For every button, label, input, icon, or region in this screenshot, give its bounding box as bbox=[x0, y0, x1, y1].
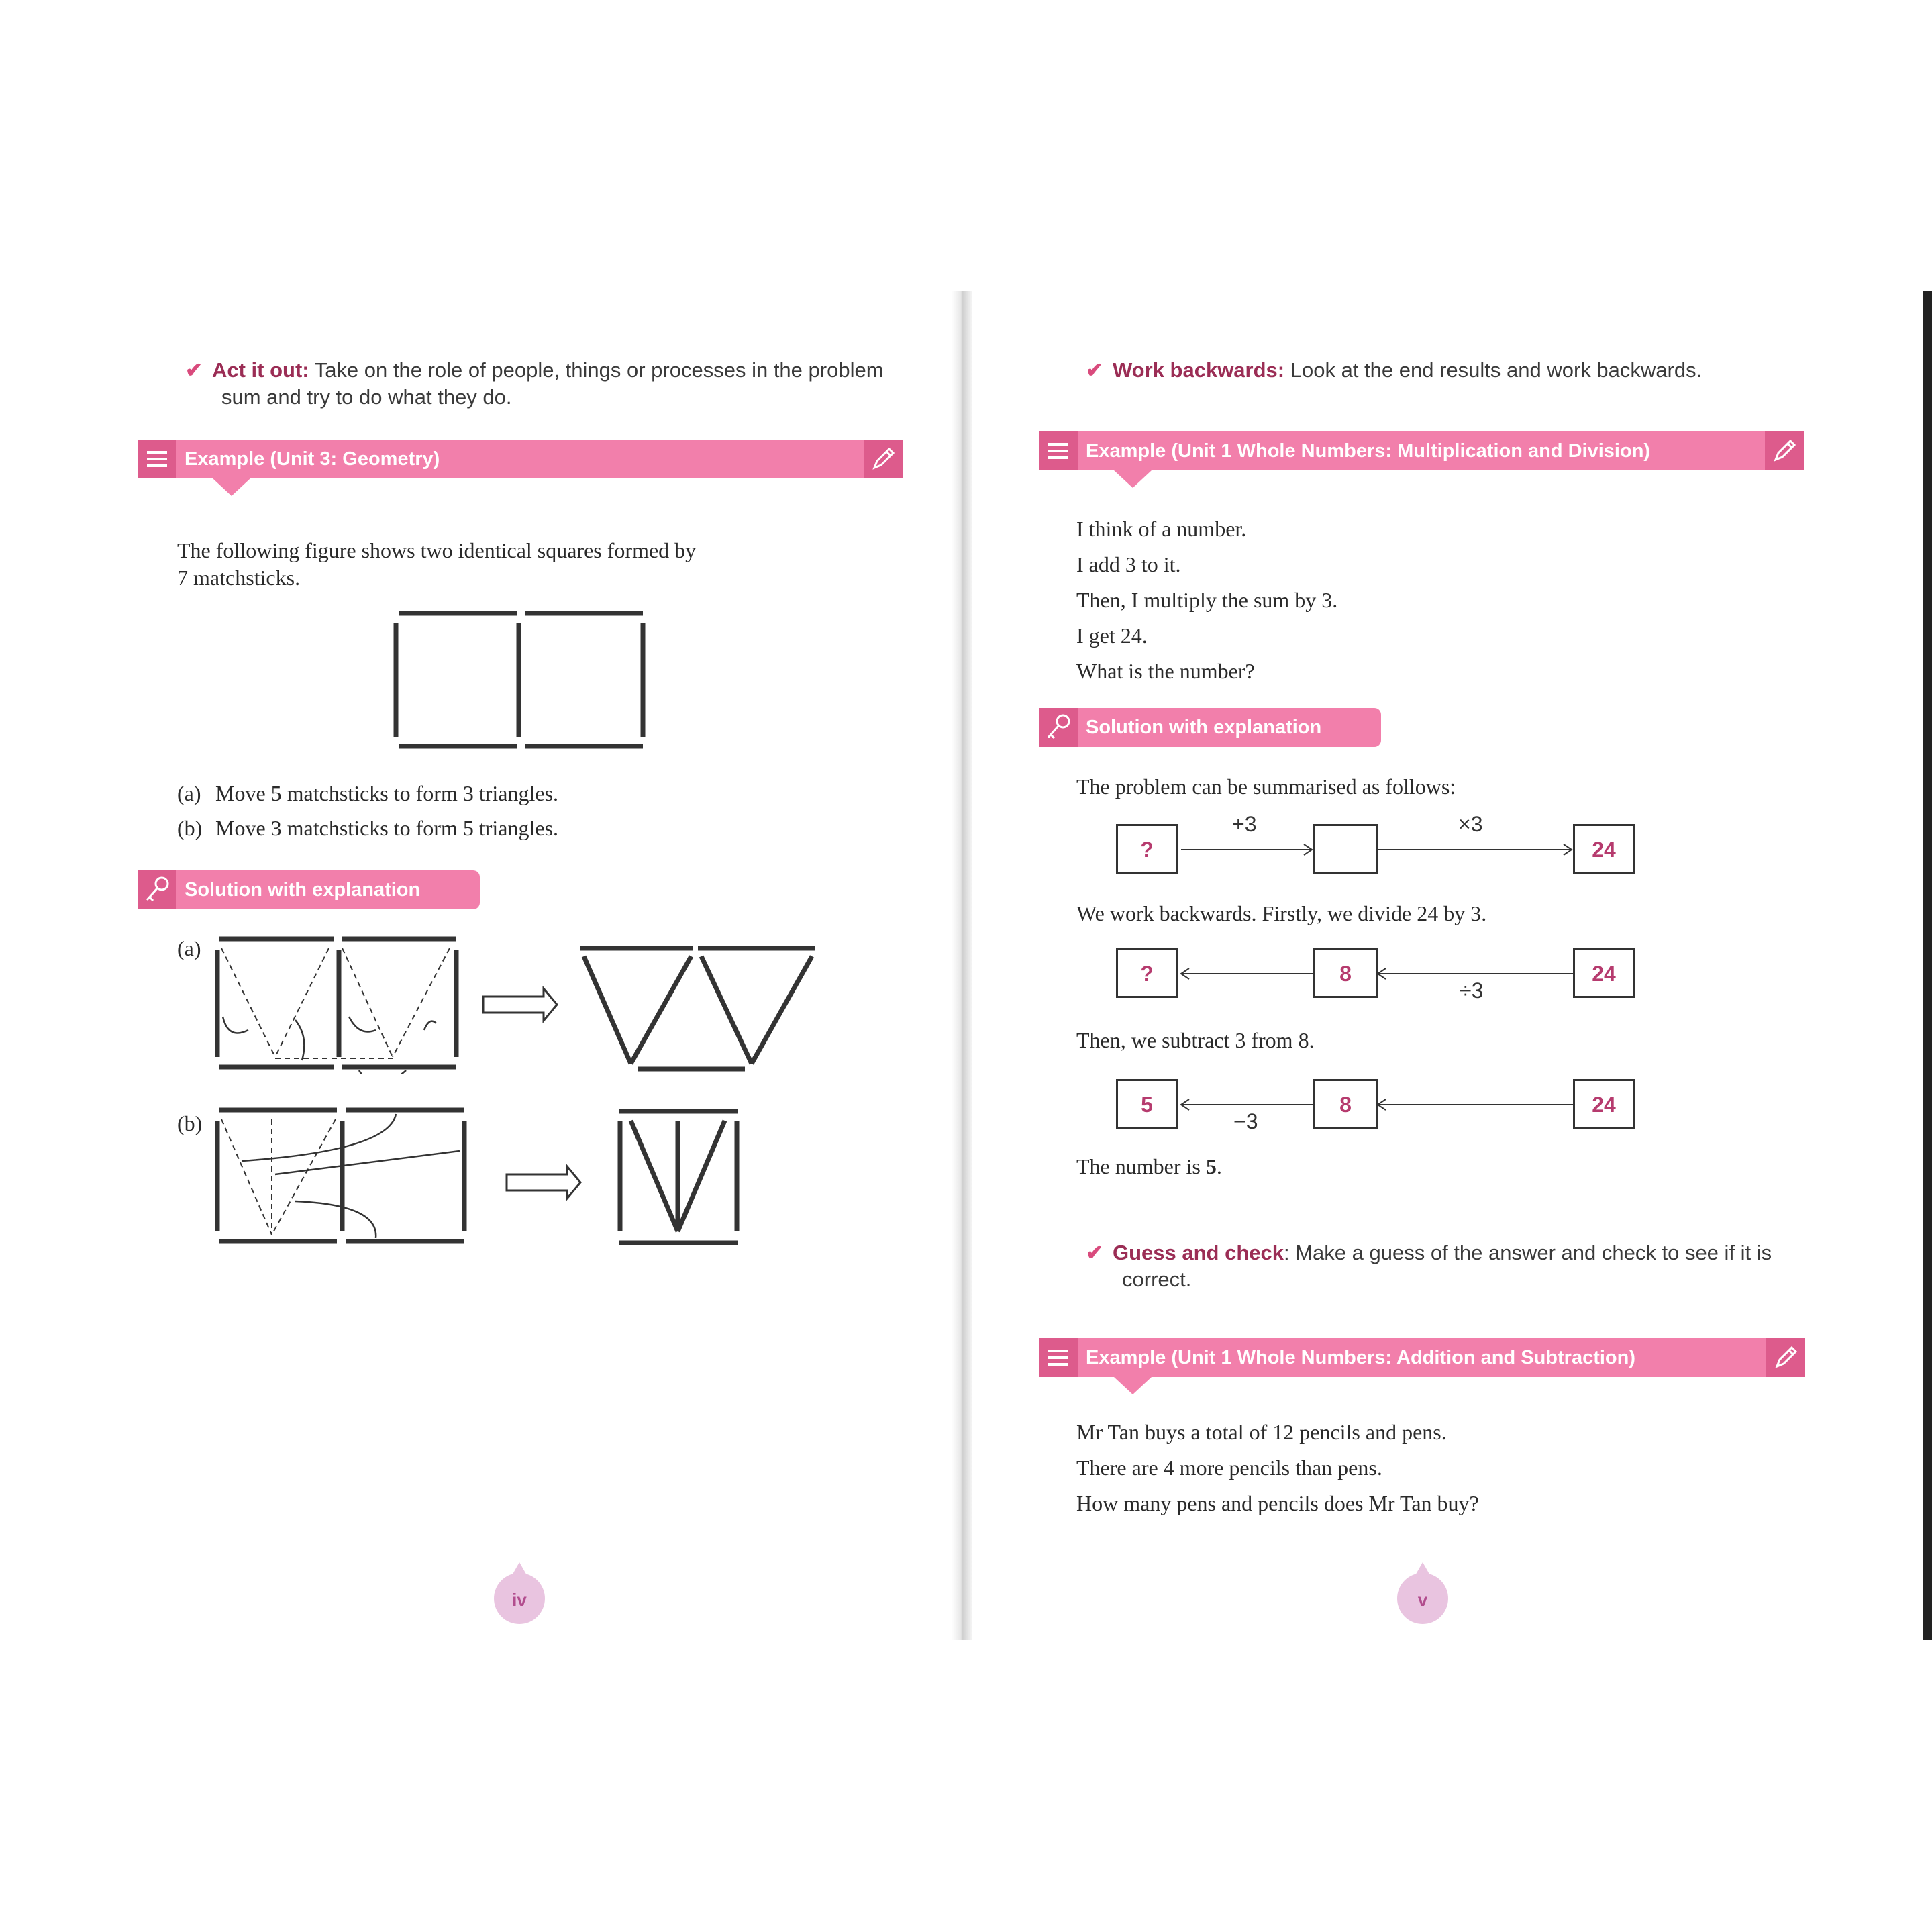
strategy-act-it-out: ✔ Act it out: Take on the role of people, things or processes in the problem bbox=[185, 358, 884, 382]
pencil-icon bbox=[864, 440, 903, 478]
part-b-text: Move 3 matchsticks to form 5 triangles. bbox=[215, 816, 559, 840]
flow1-op-multiply: ×3 bbox=[1458, 812, 1483, 836]
solution-title: Solution with explanation bbox=[185, 879, 421, 901]
flow2-box-eight: 8 bbox=[1313, 948, 1378, 998]
problem1-line: I think of a number. bbox=[1076, 517, 1247, 541]
solution-b-label: (b) bbox=[177, 1111, 203, 1135]
pencil-icon bbox=[1765, 431, 1804, 470]
banner-notch bbox=[1114, 470, 1152, 488]
example-banner-addition bbox=[1039, 1338, 1805, 1377]
check-icon: ✔ bbox=[1086, 1241, 1103, 1264]
flow1-box-unknown: ? bbox=[1116, 824, 1178, 874]
step1-text: We work backwards. Firstly, we divide 24 by 3. bbox=[1076, 901, 1487, 925]
strategy-text: Look at the end results and work backwards. bbox=[1290, 358, 1702, 382]
step2-text: Then, we subtract 3 from 8. bbox=[1076, 1028, 1315, 1052]
flow1-box-result: 24 bbox=[1573, 824, 1635, 874]
key-icon bbox=[138, 870, 176, 909]
summary-text: The problem can be summarised as follows: bbox=[1076, 774, 1456, 799]
flow1-box-sum bbox=[1313, 824, 1378, 874]
problem1-line: What is the number? bbox=[1076, 659, 1255, 683]
example-title: Example (Unit 3: Geometry) bbox=[185, 448, 440, 470]
solution-b-figure bbox=[208, 1101, 758, 1252]
strategy-text: : Make a guess of the answer and check to see if it is bbox=[1284, 1241, 1772, 1264]
solution-title: Solution with explanation bbox=[1086, 717, 1322, 738]
page-number-right: v bbox=[1397, 1573, 1448, 1624]
solution-banner-right bbox=[1039, 708, 1381, 747]
solution-a-label: (a) bbox=[177, 936, 201, 960]
book-gutter bbox=[952, 291, 972, 1640]
flow2-box-unknown: ? bbox=[1116, 948, 1178, 998]
example-title: Example (Unit 1 Whole Numbers: Addition and Subtraction) bbox=[1086, 1347, 1636, 1368]
solution-a-figure bbox=[208, 929, 825, 1074]
strategy-text-line2: sum and try to do what they do. bbox=[221, 385, 512, 409]
flow3-box-answer: 5 bbox=[1116, 1079, 1178, 1129]
problem1-line: I add 3 to it. bbox=[1076, 552, 1181, 576]
flow2-arrows bbox=[1178, 948, 1580, 998]
problem2-lines bbox=[1076, 1415, 1479, 1521]
menu-icon bbox=[1039, 431, 1078, 470]
strategy-text-line2: correct. bbox=[1122, 1268, 1192, 1291]
problem1-line: Then, I multiply the sum by 3. bbox=[1076, 588, 1338, 612]
example-banner-multiplication bbox=[1039, 431, 1804, 470]
part-a-label: (a) bbox=[177, 781, 201, 805]
matchstick-squares-figure bbox=[389, 604, 658, 758]
menu-icon bbox=[138, 440, 176, 478]
problem2-line: Mr Tan buys a total of 12 pencils and pens. bbox=[1076, 1420, 1447, 1444]
page-number-left: iv bbox=[494, 1573, 545, 1624]
banner-notch bbox=[213, 478, 250, 496]
flow3-op-subtract: −3 bbox=[1233, 1109, 1258, 1133]
example-banner-geometry bbox=[138, 440, 903, 478]
page-edge bbox=[1923, 291, 1932, 1640]
problem1-line: I get 24. bbox=[1076, 623, 1148, 648]
problem2-line: There are 4 more pencils than pens. bbox=[1076, 1456, 1382, 1480]
flow1-op-add: +3 bbox=[1232, 812, 1257, 836]
example-title: Example (Unit 1 Whole Numbers: Multiplication and Division) bbox=[1086, 440, 1651, 462]
part-a-text: Move 5 matchsticks to form 3 triangles. bbox=[215, 781, 559, 805]
banner-notch bbox=[1114, 1377, 1152, 1394]
solution-banner-left bbox=[138, 870, 480, 909]
answer-value: 5 bbox=[1205, 1154, 1217, 1178]
problem-line2: 7 matchsticks. bbox=[177, 566, 301, 590]
strategy-work-backwards: ✔ Work backwards: Look at the end results and work backwards. bbox=[1086, 358, 1702, 382]
strategy-text: Take on the role of people, things or processes in the problem bbox=[314, 358, 884, 382]
flow2-op-divide: ÷3 bbox=[1460, 978, 1484, 1003]
part-b-label: (b) bbox=[177, 816, 203, 840]
pencil-icon bbox=[1766, 1338, 1805, 1377]
problem-line1: The following figure shows two identical squares formed by bbox=[177, 538, 697, 562]
strategy-guess-and-check: ✔ Guess and check: Make a guess of the answer and check to see if it is bbox=[1086, 1241, 1772, 1264]
flow3-box-eight: 8 bbox=[1313, 1079, 1378, 1129]
flow2-box-result: 24 bbox=[1573, 948, 1635, 998]
flow3-box-result: 24 bbox=[1573, 1079, 1635, 1129]
check-icon: ✔ bbox=[1086, 358, 1103, 382]
menu-icon bbox=[1039, 1338, 1078, 1377]
answer-text: The number is 5. bbox=[1076, 1154, 1222, 1178]
check-icon: ✔ bbox=[185, 358, 203, 382]
key-icon bbox=[1039, 708, 1078, 747]
problem2-line: How many pens and pencils does Mr Tan buy? bbox=[1076, 1491, 1479, 1515]
problem1-lines bbox=[1076, 511, 1337, 689]
